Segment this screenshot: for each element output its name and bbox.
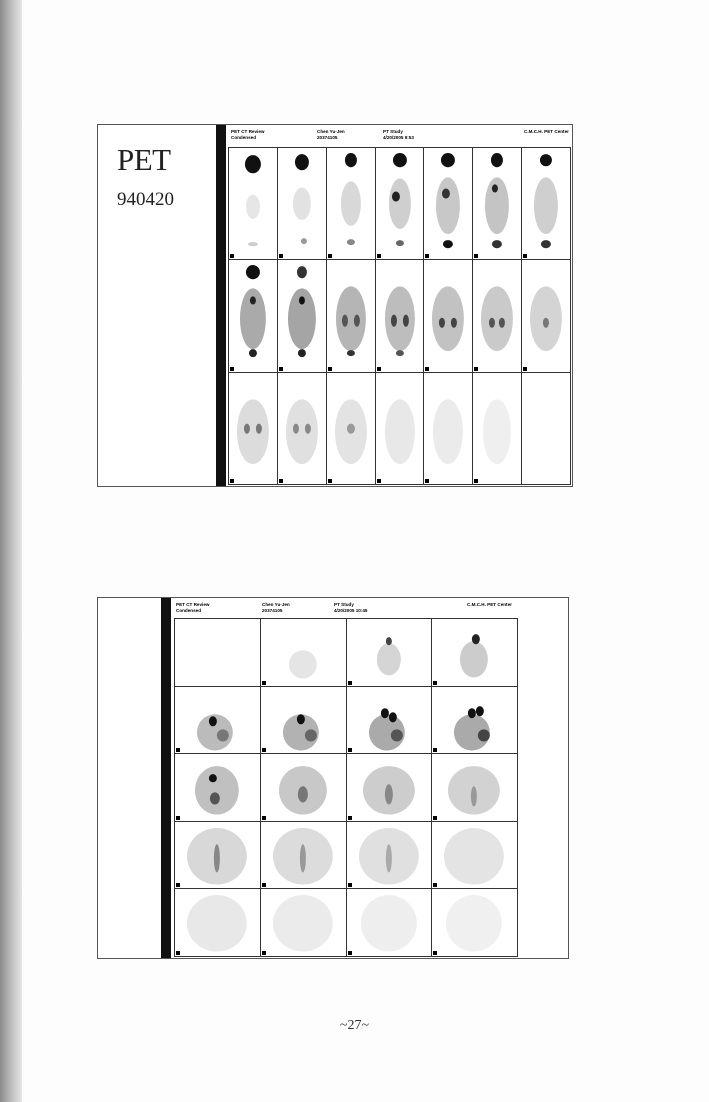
book-spine-shadow [0,0,22,1102]
header-app-name: PET CT Review [176,602,210,607]
pet-slice [376,148,424,259]
pet-slice [347,889,432,956]
pet-slice [432,754,517,821]
pet-slice [432,619,517,686]
viewer-side-bar [216,125,226,486]
pet-slice [473,260,521,371]
header-study-time: 4/20/2005 9:53 [383,135,414,140]
pet-slice [229,148,277,259]
pet-slice [424,260,472,371]
pet-slice [175,754,260,821]
pet-slice [522,260,570,371]
pet-slice [175,687,260,754]
viewer-header-study [334,602,367,614]
pet-slice [261,687,346,754]
pet-image-grid-bottom [174,618,518,957]
pet-slice [473,148,521,259]
header-patient-name: Chen Yu-Jen [262,602,290,607]
pet-image-grid-top [228,147,571,485]
viewer-header-app [176,602,209,614]
figure-title: PET [117,142,171,177]
pet-slice [175,889,260,956]
pet-slice [424,148,472,259]
pet-slice [347,822,432,889]
pet-slice [278,148,326,259]
pet-slice [261,889,346,956]
figure-date-code: 940420 [117,189,174,210]
pet-slice [261,619,346,686]
pet-figure-top [97,124,573,487]
pet-slice [175,619,260,686]
header-study-name: PT Study [383,129,403,134]
header-patient-id: 20374105 [317,135,338,140]
viewer-header-patient [262,602,290,614]
header-app-mode: Condensed [176,608,202,613]
page-number: ~27~ [339,1018,370,1033]
pet-slice [432,687,517,754]
pet-slice [376,373,424,484]
viewer-header-center: C.M.C.H. PET Center [467,602,512,607]
pet-slice [261,822,346,889]
pet-slice [278,260,326,371]
pet-slice [175,822,260,889]
header-patient-name: Chen Yu-Jen [317,129,345,134]
pet-slice [327,148,375,259]
pet-slice [229,373,277,484]
pet-slice [229,260,277,371]
header-study-name: PT Study [334,602,354,607]
pet-slice [432,889,517,956]
pet-slice [347,754,432,821]
pet-slice [522,148,570,259]
pet-slice [327,260,375,371]
header-app-name: PET CT Review [231,129,265,134]
pet-slice [278,373,326,484]
header-study-time: 4/20/2005 10:45 [334,608,368,613]
pet-slice [376,260,424,371]
pet-slice [327,373,375,484]
pet-slice [473,373,521,484]
viewer-header-center: C.M.C.H. PET Center [524,129,569,134]
viewer-header-study [383,129,414,141]
header-patient-id: 20374105 [262,608,283,613]
viewer-side-bar [161,598,171,958]
pet-slice [424,373,472,484]
pet-slice [347,619,432,686]
pet-slice [432,822,517,889]
viewer-header-app [231,129,264,141]
viewer-header-patient [317,129,345,141]
pet-slice-empty [522,373,570,484]
pet-slice [261,754,346,821]
pet-figure-bottom [97,597,569,959]
header-app-mode: Condensed [231,135,257,140]
pet-slice [347,687,432,754]
